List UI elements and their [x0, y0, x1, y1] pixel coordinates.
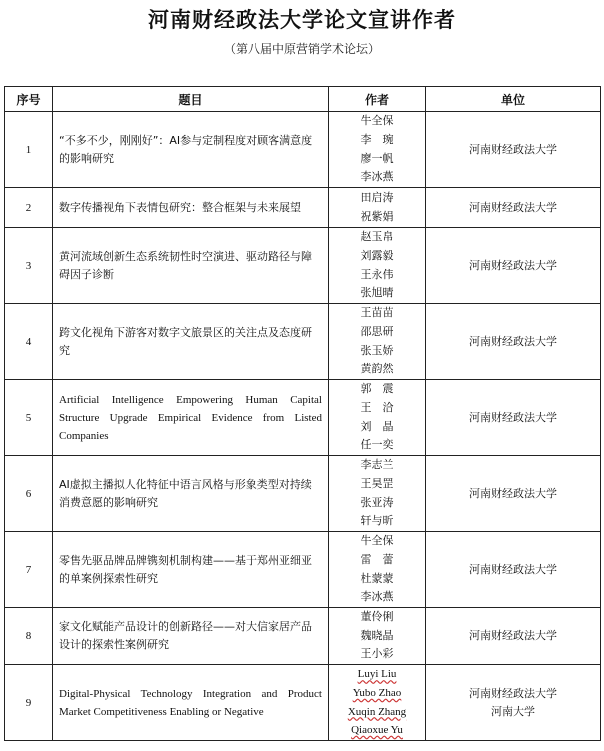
unit-name: 河南财经政法大学 [469, 562, 557, 576]
author-name: Luyi Liu [357, 668, 397, 681]
author-name: 王小彩 [360, 647, 394, 661]
row-authors [329, 532, 426, 608]
unit-name: 河南大学 [491, 704, 535, 718]
table-row [5, 665, 601, 741]
row-authors [329, 112, 426, 188]
author-name: 张旭晴 [360, 286, 394, 300]
row-index: 7 [5, 532, 53, 608]
row-unit [426, 532, 601, 608]
row-authors [329, 608, 426, 665]
author-name: 王苗苗 [360, 306, 394, 320]
row-index: 6 [5, 456, 53, 532]
author-name: 赵玉帛 [360, 230, 394, 244]
row-unit [426, 228, 601, 304]
row-title: “不多不少，刚刚好”：AI参与定制程度对顾客满意度的影响研究 [53, 112, 329, 188]
table-row [5, 188, 601, 228]
unit-name: 河南财经政法大学 [469, 334, 557, 348]
unit-name: 河南财经政法大学 [469, 200, 557, 214]
author-name: Yubo Zhao [352, 686, 402, 699]
row-index: 9 [5, 665, 53, 741]
author-name: 轩与昕 [360, 514, 394, 528]
author-name: 祝紫娟 [360, 209, 394, 223]
unit-name: 河南财经政法大学 [469, 410, 557, 424]
row-unit [426, 456, 601, 532]
author-name: 刘 晶 [360, 419, 394, 433]
row-index: 8 [5, 608, 53, 665]
row-title: 数字传播视角下表情包研究：整合框架与未来展望 [53, 188, 329, 228]
author-name: 廖一帆 [360, 151, 394, 165]
author-name: 王昊罡 [360, 476, 394, 490]
author-name: 邵思研 [360, 324, 394, 338]
row-authors [329, 188, 426, 228]
row-index: 1 [5, 112, 53, 188]
row-title: 黄河流域创新生态系统韧性时空演进、驱动路径与障碍因子诊断 [53, 228, 329, 304]
header-title: 题目 [53, 87, 329, 112]
table-header-row [5, 87, 601, 112]
author-name: 雷 蕾 [360, 552, 394, 566]
author-name: 李冰燕 [360, 590, 394, 604]
author-name: Qiaoxue Yu [351, 724, 403, 737]
header-authors: 作者 [329, 87, 426, 112]
row-unit [426, 608, 601, 665]
unit-name: 河南财经政法大学 [469, 686, 557, 700]
table-row [5, 228, 601, 304]
author-name: 王永伟 [360, 267, 394, 281]
authors-table [4, 86, 601, 741]
author-name: 郭 震 [360, 382, 394, 396]
author-name: 魏晓晶 [360, 628, 394, 642]
table-body [5, 112, 601, 741]
table-row [5, 608, 601, 665]
unit-name: 河南财经政法大学 [469, 258, 557, 272]
page-title: 河南财经政法大学论文宣讲作者 [148, 8, 456, 32]
row-index: 3 [5, 228, 53, 304]
row-index: 2 [5, 188, 53, 228]
author-name: 董伶俐 [360, 610, 394, 624]
row-title: Artificial Intelligence Empowering Human Capital Structure Upgrade Empirical Evidence from Listed Companies [53, 380, 329, 456]
author-name: Xuqin Zhang [347, 705, 407, 718]
author-name: 牛全保 [360, 114, 394, 128]
author-name: 张玉娇 [360, 343, 394, 357]
author-name: 李 琬 [360, 132, 394, 146]
unit-name: 河南财经政法大学 [469, 629, 557, 642]
row-unit [426, 380, 601, 456]
author-name: 牛全保 [360, 534, 394, 548]
author-name: 任一奕 [360, 438, 394, 452]
header-unit: 单位 [426, 87, 601, 112]
table-row [5, 380, 601, 456]
row-unit [426, 304, 601, 380]
row-authors [329, 456, 426, 532]
author-name: 杜蒙蒙 [360, 571, 394, 585]
table-row [5, 304, 601, 380]
row-title: Digital-Physical Technology Integration and Product Market Competitiveness Enabling or Negative [53, 665, 329, 741]
author-name: 黄韵然 [360, 362, 394, 376]
page-subtitle: （第八届中原营销学术论坛） [223, 42, 380, 56]
row-title: 跨文化视角下游客对数字文旅景区的关注点及态度研究 [53, 304, 329, 380]
row-authors [329, 304, 426, 380]
author-name: 李志兰 [360, 458, 394, 472]
row-title: AI虚拟主播拟人化特征中语言风格与形象类型对持续消费意愿的影响研究 [53, 456, 329, 532]
author-name: 王 洽 [360, 400, 394, 414]
row-authors [329, 665, 426, 741]
row-authors [329, 380, 426, 456]
author-name: 张亚涛 [360, 495, 394, 509]
author-name: 刘露毅 [360, 248, 394, 262]
row-index: 5 [5, 380, 53, 456]
table-row [5, 112, 601, 188]
unit-name: 河南财经政法大学 [469, 486, 557, 500]
row-authors [329, 228, 426, 304]
row-unit [426, 665, 601, 741]
row-title: 零售先驱品牌品牌镌刻机制构建——基于郑州亚细亚的单案例探索性研究 [53, 532, 329, 608]
author-name: 田启涛 [360, 190, 394, 204]
row-unit [426, 188, 601, 228]
table-row [5, 532, 601, 608]
row-title: 家文化赋能产品设计的创新路径——对大信家居产品设计的探索性案例研究 [53, 608, 329, 665]
header-index: 序号 [5, 87, 53, 112]
author-name: 李冰燕 [360, 170, 394, 184]
row-index: 4 [5, 304, 53, 380]
table-row [5, 456, 601, 532]
unit-name: 河南财经政法大学 [469, 142, 557, 156]
row-unit [426, 112, 601, 188]
